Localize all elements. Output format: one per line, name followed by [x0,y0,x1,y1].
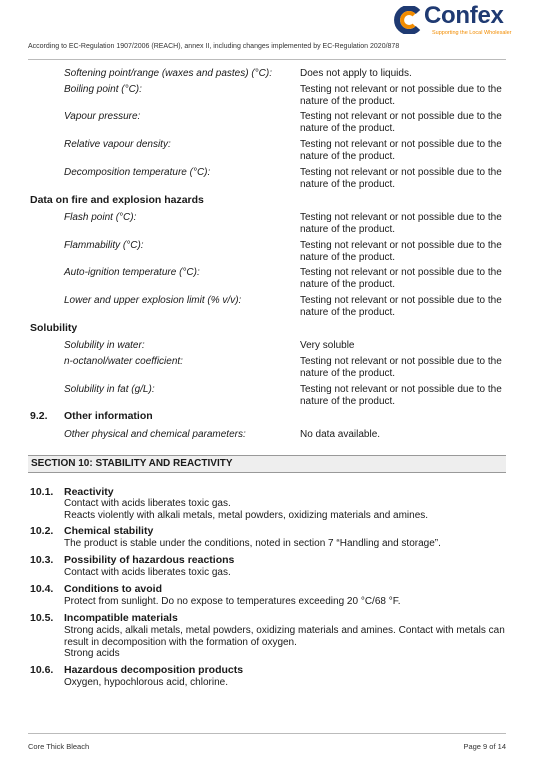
item-text: Oxygen, hypochlorous acid, chlorine. [64,677,228,688]
property-label: Flammability (°C): [64,240,144,251]
property-value: Does not apply to liquids. [300,68,412,79]
item-number: 10.6. [30,664,54,676]
property-value: Testing not relevant or not possible due to the nature of the product. [300,356,502,379]
item-text: Protect from sunlight. Do no expose to temperatures exceeding 20 °C/68 °F. [64,596,401,607]
item-number: 10.2. [30,525,54,537]
property-label: Auto-ignition temperature (°C): [64,267,200,278]
brand-name: Confex [424,2,504,29]
section-number: 9.2. [30,410,48,422]
item-title: Conditions to avoid [64,583,162,595]
property-label: Other physical and chemical parameters: [64,429,246,440]
item-text: Contact with acids liberates toxic gas. [64,567,231,578]
item-number: 10.1. [30,486,54,498]
property-value: Testing not relevant or not possible due to the nature of the product. [300,167,502,190]
property-label: Lower and upper explosion limit (% v/v): [64,295,242,306]
property-label: Relative vapour density: [64,139,171,150]
fire-heading: Data on fire and explosion hazards [30,194,204,206]
property-value: Testing not relevant or not possible due to the nature of the product. [300,84,502,107]
property-value: Testing not relevant or not possible due to the nature of the product. [300,139,502,162]
item-title: Reactivity [64,486,114,498]
solubility-heading: Solubility [30,322,78,334]
item-text: Contact with acids liberates toxic gas. [64,498,231,509]
item-number: 10.5. [30,612,54,624]
property-label: Softening point/range (waxes and pastes) (°C): [64,68,272,79]
property-value: Testing not relevant or not possible due to the nature of the product. [300,267,502,290]
item-title: Incompatible materials [64,612,178,624]
footer-product: Core Thick Bleach [28,742,90,751]
item-text: Reacts violently with alkali metals, metal powders, oxidizing materials and amines. [64,510,429,521]
property-label: n-octanol/water coefficient: [64,356,183,367]
property-value: Testing not relevant or not possible due to the nature of the product. [300,212,502,235]
regulation-note: According to EC-Regulation 1907/2006 (REACH), annex II, including changes implemented by EC-Regulation 2020/878 [28,43,400,50]
footer-page-number: Page 9 of 14 [463,742,506,751]
property-value: Testing not relevant or not possible due to the nature of the product. [300,295,502,318]
section-10-title: SECTION 10: STABILITY AND REACTIVITY [31,458,233,469]
other-info-heading: Other information [64,410,153,422]
confex-logo-mark-icon [392,6,422,34]
item-text: Strong acids, alkali metals, metal powders, oxidizing materials and amines. Contact with metals can result in decomposition with the formation of oxygen. [64,625,505,648]
item-title: Hazardous decomposition products [64,664,244,676]
item-number: 10.3. [30,554,54,566]
property-value: Testing not relevant or not possible due to the nature of the product. [300,240,502,263]
item-number: 10.4. [30,583,54,595]
item-title: Chemical stability [64,525,154,537]
property-label: Solubility in water: [64,340,145,351]
property-value: Very soluble [300,340,355,351]
item-text: Strong acids [64,648,120,659]
header-divider [28,59,506,60]
item-title: Possibility of hazardous reactions [64,554,235,566]
confex-logo [392,4,512,36]
property-label: Flash point (°C): [64,212,137,223]
property-label: Vapour pressure: [64,111,141,122]
property-value: Testing not relevant or not possible due to the nature of the product. [300,384,502,407]
property-label: Solubility in fat (g/L): [64,384,155,395]
footer-divider [28,733,506,734]
property-value: No data available. [300,429,381,440]
section-10-bar [28,455,506,473]
property-value: Testing not relevant or not possible due to the nature of the product. [300,111,502,134]
property-label: Boiling point (°C): [64,84,142,95]
item-text: The product is stable under the conditions, noted in section 7 “Handling and storage”. [64,538,441,549]
brand-tagline: Supporting the Local Wholesaler [432,30,512,36]
property-label: Decomposition temperature (°C): [64,167,211,178]
